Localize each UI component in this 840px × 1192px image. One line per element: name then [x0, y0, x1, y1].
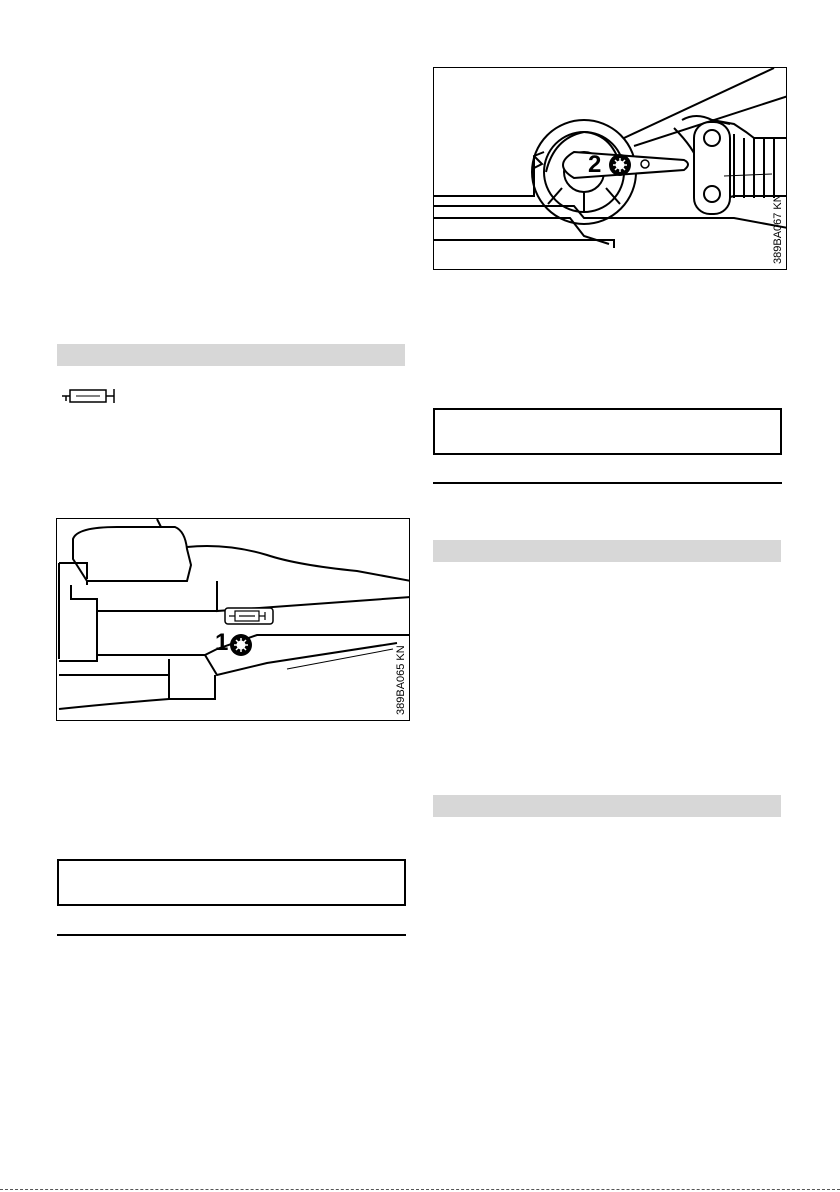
callout-number-2: 2: [588, 151, 602, 178]
section-rule: [57, 934, 406, 936]
notice-box: [433, 408, 782, 455]
section-header-bar: [433, 795, 781, 817]
notice-box: [57, 859, 406, 906]
figure-code: 389BA067 KN: [772, 194, 784, 264]
figure-code: 389BA065 KN: [395, 645, 407, 715]
illustration-gearbox-left: [56, 518, 410, 721]
grease-gun-icon: [60, 385, 122, 407]
callout-number-1: 1: [215, 629, 229, 656]
page-bottom-dashed-line: [0, 1189, 840, 1190]
section-rule: [433, 482, 782, 484]
section-header-bar: [433, 540, 781, 562]
illustration-gearbox-right: [433, 67, 787, 270]
section-header-bar: [57, 344, 405, 366]
